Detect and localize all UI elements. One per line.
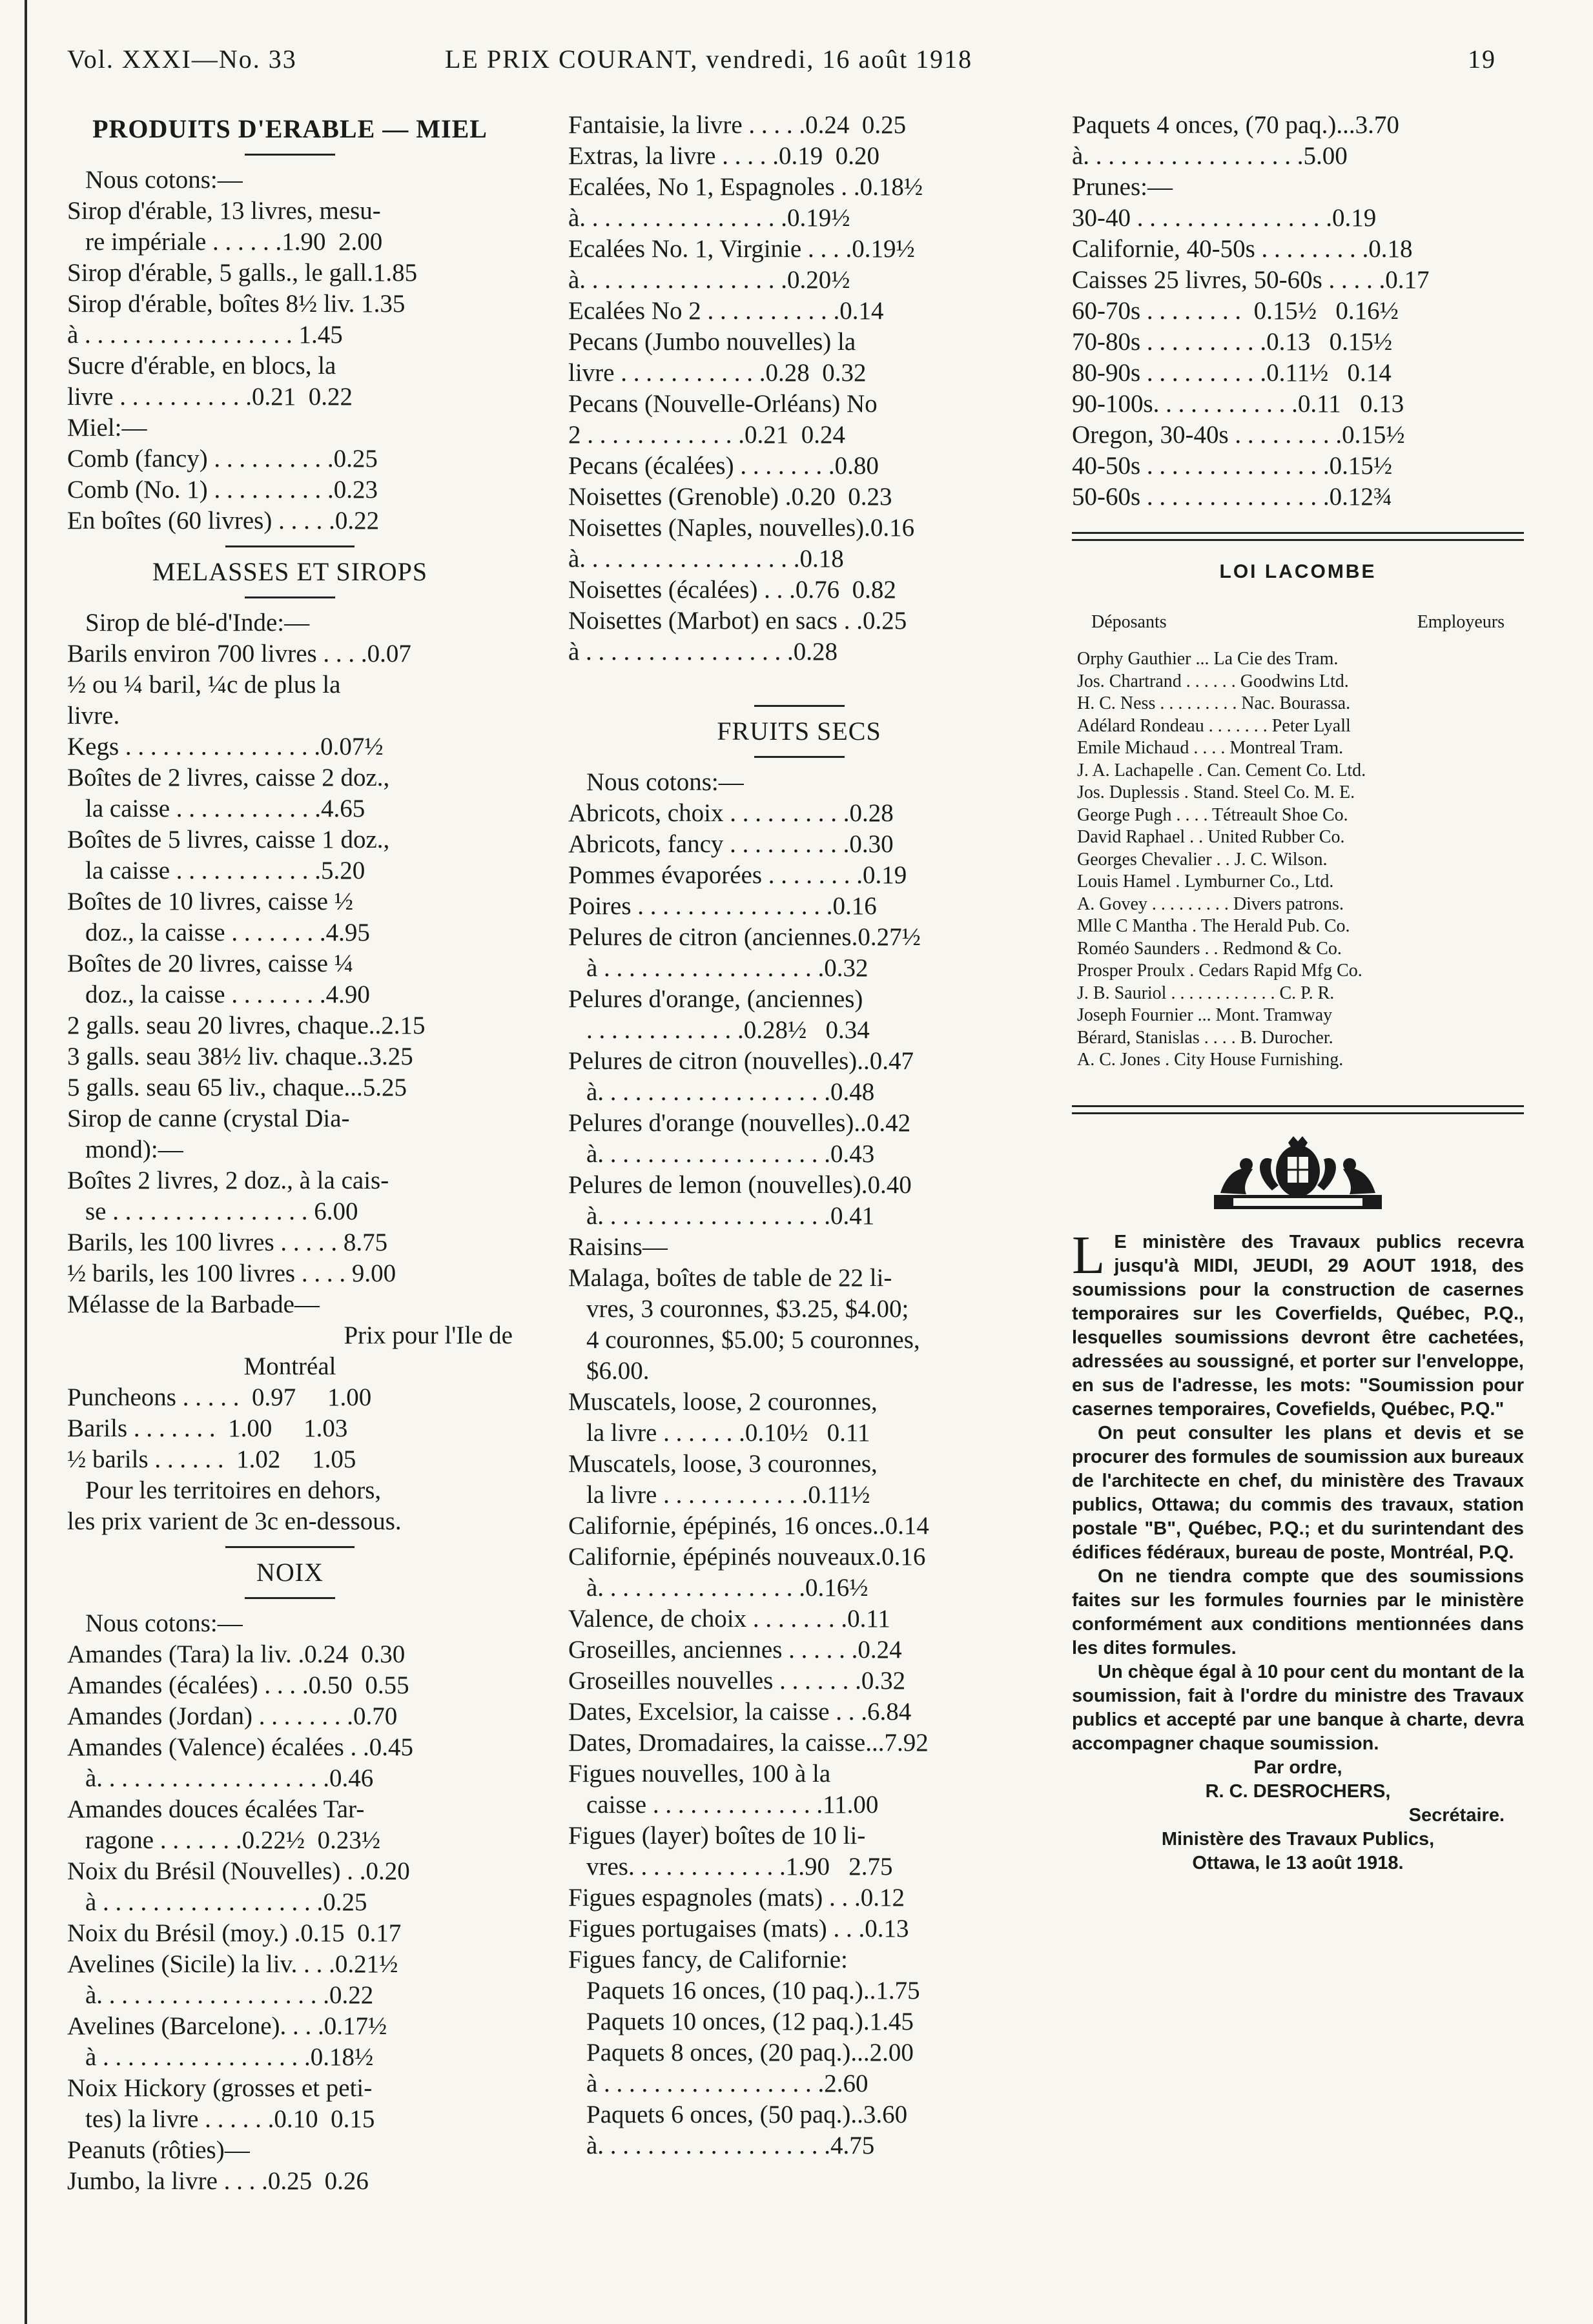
list-item: Sirop d'érable, boîtes 8½ liv. 1.35 — [67, 290, 406, 318]
list-item: 3 galls. seau 38½ liv. chaque..3.25 — [67, 1043, 413, 1070]
double-rule — [1072, 532, 1524, 534]
list-item: David Raphael . . United Rubber Co. — [1077, 827, 1345, 847]
list-item: 40-50s . . . . . . . . . . . . . . .0.15½ — [1072, 452, 1393, 480]
list-item: Pommes évaporées . . . . . . . .0.19 — [568, 861, 907, 889]
list-item: Pecans (Jumbo nouvelles) la — [568, 328, 856, 356]
list-item: Sirop de blé-d'Inde:— — [85, 609, 310, 637]
price-heading: Montréal — [243, 1352, 336, 1380]
list-item: Muscatels, loose, 3 couronnes, — [568, 1450, 878, 1478]
list-item: Noisettes (écalées) . . .0.76 0.82 — [568, 576, 896, 604]
list-item: Boîtes de 5 livres, caisse 1 doz., — [67, 826, 390, 853]
list-item: Prosper Proulx . Cedars Rapid Mfg Co. — [1077, 961, 1362, 981]
list-item: Dates, Dromadaires, la caisse...7.92 — [568, 1729, 929, 1757]
list-item: Noix Hickory (grosses et peti- — [67, 2074, 373, 2102]
list-item: Boîtes de 10 livres, caisse ½ — [67, 888, 353, 915]
loi-list — [1072, 648, 1524, 1072]
section-title-melasses: MELASSES ET SIROPS — [152, 557, 428, 586]
list-item: Noisettes (Naples, nouvelles).0.16 — [568, 514, 915, 542]
list-item: Californie, épépinés nouveaux.0.16 — [568, 1543, 926, 1571]
list-item: H. C. Ness . . . . . . . . . Nac. Bourassa. — [1077, 693, 1351, 713]
column-3 — [1072, 110, 1524, 1875]
list-item: Ecalées, No 1, Espagnoles . .0.18½ — [568, 173, 923, 201]
list-item: mond):— — [85, 1136, 183, 1163]
list-item: à . . . . . . . . . . . . . . . . . .2.60 — [586, 2070, 868, 2097]
list-item: Figues portugaises (mats) . . .0.13 — [568, 1915, 909, 1942]
list-item: Kegs . . . . . . . . . . . . . . . .0.07½ — [67, 733, 384, 760]
list-item: Groseilles, anciennes . . . . . .0.24 — [568, 1636, 902, 1664]
list-item: Amandes douces écalées Tar- — [67, 1795, 365, 1823]
ministry-line: Ministère des Travaux Publics, — [1161, 1828, 1435, 1850]
list-item: à. . . . . . . . . . . . . . . . .0.19½ — [568, 204, 850, 232]
list-item: $6.00. — [586, 1357, 650, 1385]
list-item: Fantaisie, la livre . . . . .0.24 0.25 — [568, 111, 907, 139]
list-item: Puncheons . . . . . 0.97 1.00 — [67, 1383, 372, 1411]
list-item: à . . . . . . . . . . . . . . . . . 1.45 — [67, 321, 343, 349]
list-item: Jos. Duplessis . Stand. Steel Co. M. E. — [1077, 782, 1355, 802]
list-item: ragone . . . . . . .0.22½ 0.23½ — [85, 1826, 381, 1854]
list-item: doz., la caisse . . . . . . . .4.90 — [85, 981, 370, 1008]
section-rule — [245, 596, 335, 598]
list-item: à. . . . . . . . . . . . . . . . . . .0.46 — [85, 1764, 374, 1792]
list-item: Prunes:— — [1072, 173, 1173, 201]
section-rule — [245, 1597, 335, 1599]
list-item: Pecans (écalées) . . . . . . . .0.80 — [568, 452, 879, 480]
list-item: Pelures d'orange (nouvelles)..0.42 — [568, 1109, 911, 1137]
list-item: Joseph Fournier ... Mont. Tramway — [1077, 1005, 1333, 1025]
list-item: vres. . . . . . . . . . . . .1.90 2.75 — [586, 1853, 893, 1881]
list-item: Boîtes de 2 livres, caisse 2 doz., — [67, 764, 390, 791]
list-item: Paquets 16 onces, (10 paq.)..1.75 — [586, 1977, 920, 2004]
list-item: à. . . . . . . . . . . . . . . . . . .0.43 — [586, 1140, 875, 1168]
list-item: Abricots, fancy . . . . . . . . . .0.30 — [568, 830, 894, 858]
list-item: la livre . . . . . . .0.10½ 0.11 — [586, 1419, 870, 1447]
list-item: à . . . . . . . . . . . . . . . . .0.18½ — [85, 2043, 374, 2071]
list-item: 4 couronnes, $5.00; 5 couronnes, — [586, 1326, 920, 1354]
list-item: 30-40 . . . . . . . . . . . . . . . .0.19 — [1072, 204, 1377, 232]
list-item: à. . . . . . . . . . . . . . . . . . .0.48 — [586, 1078, 875, 1106]
list-item: Ecalées No. 1, Virginie . . . .0.19½ — [568, 235, 915, 263]
signature-title: Secrétaire. — [1408, 1804, 1505, 1826]
list-item: Amandes (Tara) la liv. .0.24 0.30 — [67, 1640, 406, 1668]
list-item: Figues fancy, de Californie: — [568, 1946, 848, 1973]
list-item: Bérard, Stanislas . . . . B. Durocher. — [1077, 1027, 1333, 1048]
list-item: . . . . . . . . . . . . .0.28½ 0.34 — [586, 1016, 870, 1044]
list-item: Pelures d'orange, (anciennes) — [568, 985, 863, 1013]
list-item: Valence, de choix . . . . . . . .0.11 — [568, 1605, 890, 1633]
section-rule — [754, 705, 845, 707]
list-item: J. B. Sauriol . . . . . . . . . . . . C. P. R. — [1077, 983, 1335, 1003]
notice-paragraph: E ministère des Travaux publics recevra jusqu'à MIDI, JEUDI, 29 AOUT 1918, des soumissions pour la construction de casernes temporaires sur les Coverfields, Québec, P.Q., lesquelles soumissions devront être cachetées, adressées au soussigné, et porter sur l'enveloppe, en sus de l'adresse, les mots: "Soumission pour casernes temporaires, Covefields, Québec, P.Q." — [1072, 1231, 1524, 1420]
list-item: Ecalées No 2 . . . . . . . . . . .0.14 — [568, 297, 884, 325]
drop-cap: L — [1072, 1225, 1105, 1285]
list-item: Pour les territoires en dehors, — [85, 1476, 382, 1504]
list-item: Muscatels, loose, 2 couronnes, — [568, 1388, 878, 1416]
list-item: Amandes (écalées) . . . .0.50 0.55 — [67, 1671, 409, 1699]
list-item: Barils environ 700 livres . . . .0.07 — [67, 640, 411, 668]
list-item: Mlle C Mantha . The Herald Pub. Co. — [1077, 916, 1350, 936]
list-item: Nous cotons:— — [85, 166, 243, 194]
list-item: Paquets 6 onces, (50 paq.)..3.60 — [586, 2101, 908, 2128]
loi-lacombe-title: LOI LACOMBE — [1219, 561, 1377, 582]
list-item: Miel:— — [67, 414, 147, 442]
deposants-header: Déposants — [1091, 612, 1167, 632]
date-line: Ottawa, le 13 août 1918. — [1192, 1852, 1404, 1873]
list-item: re impériale . . . . . .1.90 2.00 — [85, 228, 383, 256]
list-item: se . . . . . . . . . . . . . . . . 6.00 — [85, 1198, 358, 1225]
list-item: Emile Michaud . . . . Montreal Tram. — [1077, 738, 1344, 758]
double-rule — [1072, 1105, 1524, 1107]
list-item: Boîtes de 20 livres, caisse ¼ — [67, 950, 353, 977]
list-item: Sirop d'érable, 5 galls., le gall.1.85 — [67, 259, 418, 287]
list-item: à. . . . . . . . . . . . . . . . . .5.00 — [1072, 142, 1348, 170]
column-2 — [568, 110, 1030, 2161]
list-item: Louis Hamel . Lymburner Co., Ltd. — [1077, 872, 1334, 892]
double-rule — [1072, 539, 1524, 541]
list-item: Noix du Brésil (Nouvelles) . .0.20 — [67, 1857, 410, 1885]
notice-paragraph: Un chèque égal à 10 pour cent du montant de la soumission, fait à l'ordre du ministre des Travaux publics et accepté par une banque à charte, devra accompagner chaque soumission. — [1072, 1661, 1524, 1754]
volume-number: Vol. XXXI—No. 33 — [67, 45, 297, 74]
list-item: Figues (layer) boîtes de 10 li- — [568, 1822, 866, 1850]
list-item: à . . . . . . . . . . . . . . . . . .0.25 — [85, 1888, 367, 1916]
list-item: Orphy Gauthier ... La Cie des Tram. — [1077, 649, 1339, 669]
list-item: 70-80s . . . . . . . . . .0.13 0.15½ — [1072, 328, 1393, 356]
list-item: Paquets 10 onces, (12 paq.).1.45 — [586, 2008, 914, 2035]
list-item: livre. — [67, 702, 120, 729]
list-item: 5 galls. seau 65 liv., chaque...5.25 — [67, 1074, 407, 1101]
list-item: Jumbo, la livre . . . .0.25 0.26 — [67, 2167, 369, 2195]
list-item: Noisettes (Marbot) en sacs . .0.25 — [568, 607, 907, 635]
list-item: à. . . . . . . . . . . . . . . . . . .0.41 — [586, 1202, 875, 1230]
list-item: A. C. Jones . City House Furnishing. — [1077, 1050, 1344, 1070]
list-item: Malaga, boîtes de table de 22 li- — [568, 1264, 892, 1292]
list-item: J. A. Lachapelle . Can. Cement Co. Ltd. — [1077, 760, 1366, 780]
notice-paragraph: On ne tiendra compte que des soumissions faites sur les formules fournies par le ministère conformément aux conditions mentionnées dans les dites formules. — [1072, 1565, 1524, 1658]
section-rule — [245, 154, 335, 156]
list-item: les prix varient de 3c en-dessous. — [67, 1507, 402, 1535]
list-item: 50-60s . . . . . . . . . . . . . . .0.12¾ — [1072, 483, 1393, 511]
list-item: à. . . . . . . . . . . . . . . . . . .0.22 — [85, 1981, 374, 2009]
public-notice — [1072, 1225, 1524, 1875]
section-rule — [754, 756, 845, 758]
list-item: Paquets 4 onces, (70 paq.)...3.70 — [1072, 111, 1399, 139]
list-item: la caisse . . . . . . . . . . . .4.65 — [85, 795, 365, 822]
list-item: livre . . . . . . . . . . . .0.28 0.32 — [568, 359, 867, 387]
coat-of-arms-icon — [1208, 1134, 1388, 1218]
page-header — [67, 44, 1496, 83]
list-item: Amandes (Jordan) . . . . . . . .0.70 — [67, 1702, 398, 1730]
publication-title: LE PRIX COURANT, vendredi, 16 août 1918 — [445, 45, 973, 74]
section-title-fruits-secs: FRUITS SECS — [717, 717, 881, 746]
list-item: Avelines (Barcelone). . . .0.17½ — [67, 2012, 387, 2040]
list-item: Pecans (Nouvelle-Orléans) No — [568, 390, 878, 418]
list-item: Sucre d'érable, en blocs, la — [67, 352, 336, 380]
page-edge-line — [25, 0, 27, 2324]
list-item: Extras, la livre . . . . .0.19 0.20 — [568, 142, 879, 170]
list-item: Comb (No. 1) . . . . . . . . . .0.23 — [67, 476, 378, 504]
list-item: Barils, les 100 livres . . . . . 8.75 — [67, 1228, 388, 1256]
list-item: Amandes (Valence) écalées . .0.45 — [67, 1733, 414, 1761]
list-item: 2 . . . . . . . . . . . . .0.21 0.24 — [568, 421, 845, 449]
list-item: 80-90s . . . . . . . . . .0.11½ 0.14 — [1072, 359, 1392, 387]
list-item: Georges Chevalier . . J. C. Wilson. — [1077, 849, 1328, 870]
list-item: Noix du Brésil (moy.) .0.15 0.17 — [67, 1919, 402, 1947]
list-item: livre . . . . . . . . . . .0.21 0.22 — [67, 383, 353, 411]
list-item: Adélard Rondeau . . . . . . . Peter Lyall — [1077, 715, 1351, 736]
list-item: A. Govey . . . . . . . . . Divers patrons. — [1077, 893, 1344, 914]
list-item: Avelines (Sicile) la liv. . . .0.21½ — [67, 1950, 398, 1978]
list-item: à. . . . . . . . . . . . . . . . . . .4.75 — [586, 2132, 875, 2159]
list-item: Figues nouvelles, 100 à la — [568, 1760, 831, 1788]
list-item: Nous cotons:— — [85, 1609, 243, 1637]
list-item: Raisins— — [568, 1233, 668, 1261]
notice-paragraph: On peut consulter les plans et devis et se procurer des formules de soumission aux bureaux de l'architecte en chef, du ministère des Travaux publics, Ottawa; du commis des travaux, station postale "B", Québec, P.Q.; et du surintendant des édifices fédéraux, bureau de poste, Montréal, P.Q. — [1072, 1422, 1524, 1563]
employeurs-header: Employeurs — [1417, 612, 1505, 632]
page-number: 19 — [1468, 45, 1496, 74]
list-item: Sirop de canne (crystal Dia- — [67, 1105, 350, 1132]
list-item: doz., la caisse . . . . . . . .4.95 — [85, 919, 370, 946]
list-item: Abricots, choix . . . . . . . . . .0.28 — [568, 799, 894, 827]
list-item: Pelures de citron (nouvelles)..0.47 — [568, 1047, 914, 1075]
list-item: Boîtes 2 livres, 2 doz., à la cais- — [67, 1167, 389, 1194]
section-title-noix: NOIX — [256, 1558, 324, 1587]
price-heading: Prix pour l'Ile de — [344, 1321, 513, 1349]
list-item: à . . . . . . . . . . . . . . . . . .0.32 — [586, 954, 868, 982]
list-item: En boîtes (60 livres) . . . . .0.22 — [67, 507, 380, 535]
list-item: Oregon, 30-40s . . . . . . . . .0.15½ — [1072, 421, 1405, 449]
list-item: Roméo Saunders . . Redmond & Co. — [1077, 938, 1342, 959]
list-item: Noisettes (Grenoble) .0.20 0.23 — [568, 483, 892, 511]
list-item: 2 galls. seau 20 livres, chaque..2.15 — [67, 1012, 426, 1039]
list-item: ½ ou ¼ baril, ¼c de plus la — [67, 671, 341, 698]
list-item: à. . . . . . . . . . . . . . . . .0.20½ — [568, 266, 850, 294]
list-item: la livre . . . . . . . . . . . .0.11½ — [586, 1481, 870, 1509]
list-item: Nous cotons:— — [586, 768, 744, 796]
list-item: Pelures de lemon (nouvelles).0.40 — [568, 1171, 912, 1199]
list-item: Peanuts (rôties)— — [67, 2136, 250, 2164]
list-item: vres, 3 couronnes, $3.25, $4.00; — [586, 1295, 909, 1323]
list-item: 90-100s. . . . . . . . . . . .0.11 0.13 — [1072, 390, 1404, 418]
list-item: tes) la livre . . . . . .0.10 0.15 — [85, 2105, 375, 2133]
list-item: Pelures de citron (anciennes.0.27½ — [568, 923, 921, 951]
signature-name: R. C. DESROCHERS, — [1205, 1780, 1391, 1802]
list-item: à. . . . . . . . . . . . . . . . .0.16½ — [586, 1574, 868, 1602]
list-item: Sirop d'érable, 13 livres, mesu- — [67, 197, 381, 225]
list-item: Dates, Excelsior, la caisse . . .6.84 — [568, 1698, 912, 1726]
list-item: à. . . . . . . . . . . . . . . . . .0.18 — [568, 545, 844, 573]
list-item: Californie, 40-50s . . . . . . . . .0.18 — [1072, 235, 1413, 263]
list-item: la caisse . . . . . . . . . . . .5.20 — [85, 857, 365, 884]
column-1 — [67, 110, 513, 2197]
list-item: 60-70s . . . . . . . . 0.15½ 0.16½ — [1072, 297, 1399, 325]
section-title-erable: PRODUITS D'ERABLE — MIEL — [92, 114, 488, 143]
list-item: Jos. Chartrand . . . . . . Goodwins Ltd. — [1077, 671, 1349, 691]
list-item: Comb (fancy) . . . . . . . . . .0.25 — [67, 445, 378, 473]
double-rule — [1072, 1112, 1524, 1114]
list-item: à . . . . . . . . . . . . . . . . .0.28 — [568, 638, 838, 666]
list-item: ½ barils, les 100 livres . . . . 9.00 — [67, 1259, 396, 1287]
section-rule — [225, 1546, 355, 1548]
list-item: Poires . . . . . . . . . . . . . . . .0.16 — [568, 892, 877, 920]
section-rule — [225, 545, 355, 547]
list-item: Californie, épépinés, 16 onces..0.14 — [568, 1512, 929, 1540]
list-item: Barils . . . . . . . 1.00 1.03 — [67, 1414, 348, 1442]
loi-column-headers — [1072, 607, 1524, 638]
list-item: Groseilles nouvelles . . . . . . .0.32 — [568, 1667, 906, 1695]
list-item: Paquets 8 onces, (20 paq.)...2.00 — [586, 2039, 914, 2066]
list-item: caisse . . . . . . . . . . . . . .11.00 — [586, 1791, 879, 1819]
list-item: Caisses 25 livres, 50-60s . . . . .0.17 — [1072, 266, 1430, 294]
signature-line: Par ordre, — [1253, 1757, 1342, 1778]
list-item: Figues espagnoles (mats) . . .0.12 — [568, 1884, 905, 1911]
list-item: George Pugh . . . . Tétreault Shoe Co. — [1077, 804, 1348, 825]
list-item: ½ barils . . . . . . 1.02 1.05 — [67, 1445, 356, 1473]
list-item: Mélasse de la Barbade— — [67, 1290, 320, 1318]
